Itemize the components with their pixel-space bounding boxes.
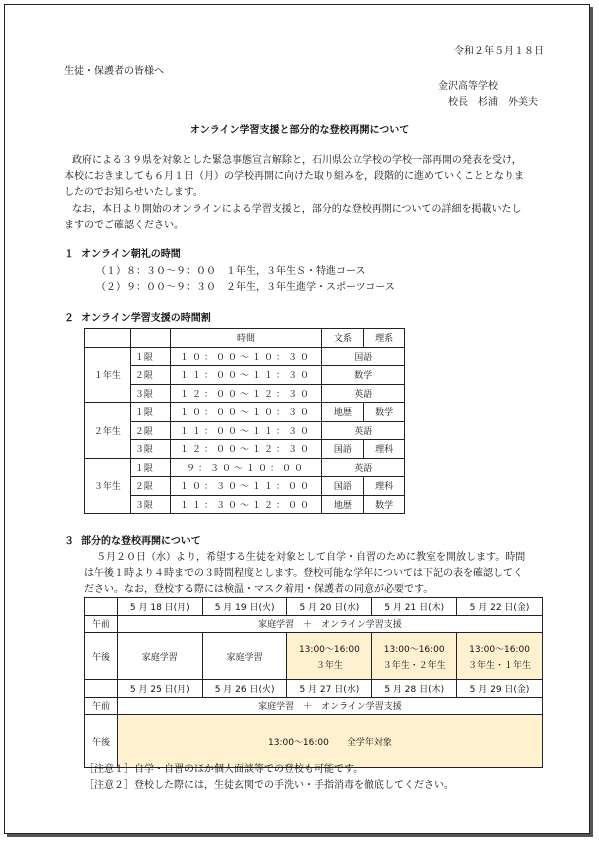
list-item: （１）８：３０～９：００ １年生，３年生Ｓ・特進コース [96,266,366,277]
subject-cell: 国語 [322,477,364,496]
section-number: ２ [64,313,74,324]
pm-cell-open [372,633,457,680]
header-cell: 文系 [322,329,364,348]
subject-cell: 英語 [322,384,405,403]
pm-text: 家庭学習 [226,652,263,663]
grade-cell: １年生 [85,347,131,403]
period-cell: ３限 [130,440,170,459]
pm-grades: ３年生・１年生 [468,660,532,671]
subject-cell: 英語 [322,458,405,477]
table-row [85,615,543,633]
subject-cell: 理科 [364,440,405,459]
table-row [85,347,405,366]
subject-cell: 地歴 [322,495,364,514]
table-row [85,384,405,403]
subject-cell: 数学 [364,403,405,422]
pm-label: 午後 [85,715,118,768]
intro-line: 本校におきましても６月１日（月）の学校再開に向けた取り組みを，段階的に進めていくこととなりま [64,171,524,182]
pm-time: 13:00～16:00 [469,644,530,655]
table-row [85,403,405,422]
document-title: オンライン学習支援と部分的な登校再開について [189,125,410,136]
intro-line: したのでお知らせいたします。 [64,187,203,198]
period-cell: ２限 [130,421,170,440]
pm-cell-open [287,633,372,680]
period-cell: １限 [130,347,170,366]
date-cell: 5 月 28 日(木) [372,680,457,698]
section-heading: オンライン学習支援の時間割 [81,313,211,324]
list-item: （２）９：００～９：３０ ２年生，３年生進学・スポーツコース [96,282,395,293]
pm-time: 13:00～16:00 [298,644,360,655]
timetable [84,328,405,514]
date-cell: 5 月 25 日(月) [117,680,202,698]
grade-cell: ２年生 [85,403,131,459]
table-row [85,477,405,496]
table-row [85,366,405,385]
pm-grades: ３年生 [315,660,343,671]
subject-cell: 理科 [364,477,405,496]
am-label: 午前 [85,697,118,715]
note: ［注意２］登校した際には，生徒玄関での手洗い・手指消毒を徹底してください。 [84,780,454,791]
pm-time: 13:00～16:00 [383,644,445,655]
pm-cell-open: 13:00～16:00 全学年対象 [117,715,542,768]
table-row [85,458,405,477]
am-cell: 家庭学習 ＋ オンライン学習支援 [117,615,542,633]
section-heading: オンライン朝礼の時間 [81,249,181,260]
subject-cell: 国語 [322,347,405,366]
table-row [85,715,543,768]
time-cell: ９：３０～１０：００ [170,458,322,477]
subject-cell: 数学 [364,495,405,514]
table-row [85,440,405,459]
section-heading: 部分的な登校再開について [81,536,201,547]
period-cell: １限 [130,403,170,422]
date-cell: 5 月 18 日(月) [117,598,202,616]
principal-name: 校長 杉浦 外美夫 [448,97,538,108]
date-cell: 5 月 19 日(火) [202,598,287,616]
subject-cell: 地歴 [322,403,364,422]
period-cell: ３限 [130,495,170,514]
pm-grades: ３年生・２年生 [382,660,446,671]
table-row [85,697,543,715]
time-cell: １０：００～１０：３０ [170,347,322,366]
section3-line: ださい。なお，登校する際には検温・マスク着用・保護者の同意が必要です。 [84,584,434,595]
time-cell: １０：００～１０：３０ [170,403,322,422]
pm-cell-open [457,633,543,680]
intro-line: なお，本日より開始のオンラインによる学習支援と，部分的な登校再開についての詳細を掲載いたし [72,204,522,215]
table-row [85,495,405,514]
document-date: 令和２年５月１８日 [454,46,544,57]
school-name: 金沢高等学校 [438,81,498,92]
time-cell: １２：００～１２：３０ [170,384,322,403]
header-cell: 理系 [364,329,405,348]
intro-line: 政府による３９県を対象とした緊急事態宣言解除と，石川県公立学校の学校一部再開の発表を受け， [72,155,522,166]
subject-cell: 国語 [322,440,364,459]
table-row [85,421,405,440]
period-cell: ２限 [130,477,170,496]
section-number: １ [64,249,74,260]
period-cell: ２限 [130,366,170,385]
date-cell: 5 月 26 日(火) [202,680,287,698]
time-cell: １０：３０～１１：００ [170,477,322,496]
date-cell: 5 月 20 日(水) [287,598,372,616]
section3-line: ５月２０日（水）より，希望する生徒を対象として自学・自習のために教室を開放します。時間 [96,552,526,563]
note: ［注意１］自学・自習のほか個人面談等での登校も可能です。 [84,764,364,775]
period-cell: １限 [130,458,170,477]
intro-line: ますのでご確認ください。 [64,220,184,231]
section-number: ３ [64,536,74,547]
recipient: 生徒・保護者の皆様へ [64,66,164,77]
date-cell: 5 月 29 日(金) [457,680,543,698]
header-cell: 時間 [170,329,322,348]
time-cell: １２：００～１２：３０ [170,440,322,459]
pm-text: 家庭学習 [141,652,178,663]
subject-cell: 英語 [322,421,405,440]
pm-label: 午後 [85,633,118,680]
time-cell: １１：００～１１：３０ [170,366,322,385]
am-label: 午前 [85,615,118,633]
section3-line: は午後１時より４時までの３時間程度とします。登校可能な学年については下記の表を確認してく [84,568,523,579]
am-cell: 家庭学習 ＋ オンライン学習支援 [117,697,542,715]
table-row [85,633,543,680]
table-row [85,680,543,698]
subject-cell: 数学 [322,366,405,385]
attendance-calendar [84,597,543,768]
date-cell: 5 月 27 日(水) [287,680,372,698]
time-cell: １１：３０～１２：００ [170,495,322,514]
pm-cell [117,633,202,680]
pm-cell [202,633,287,680]
date-cell: 5 月 22 日(金) [457,598,543,616]
period-cell: ３限 [130,384,170,403]
table-row [85,329,405,348]
table-row [85,598,543,616]
time-cell: １１：００～１１：３０ [170,421,322,440]
date-cell: 5 月 21 日(木) [372,598,457,616]
grade-cell: ３年生 [85,458,131,514]
